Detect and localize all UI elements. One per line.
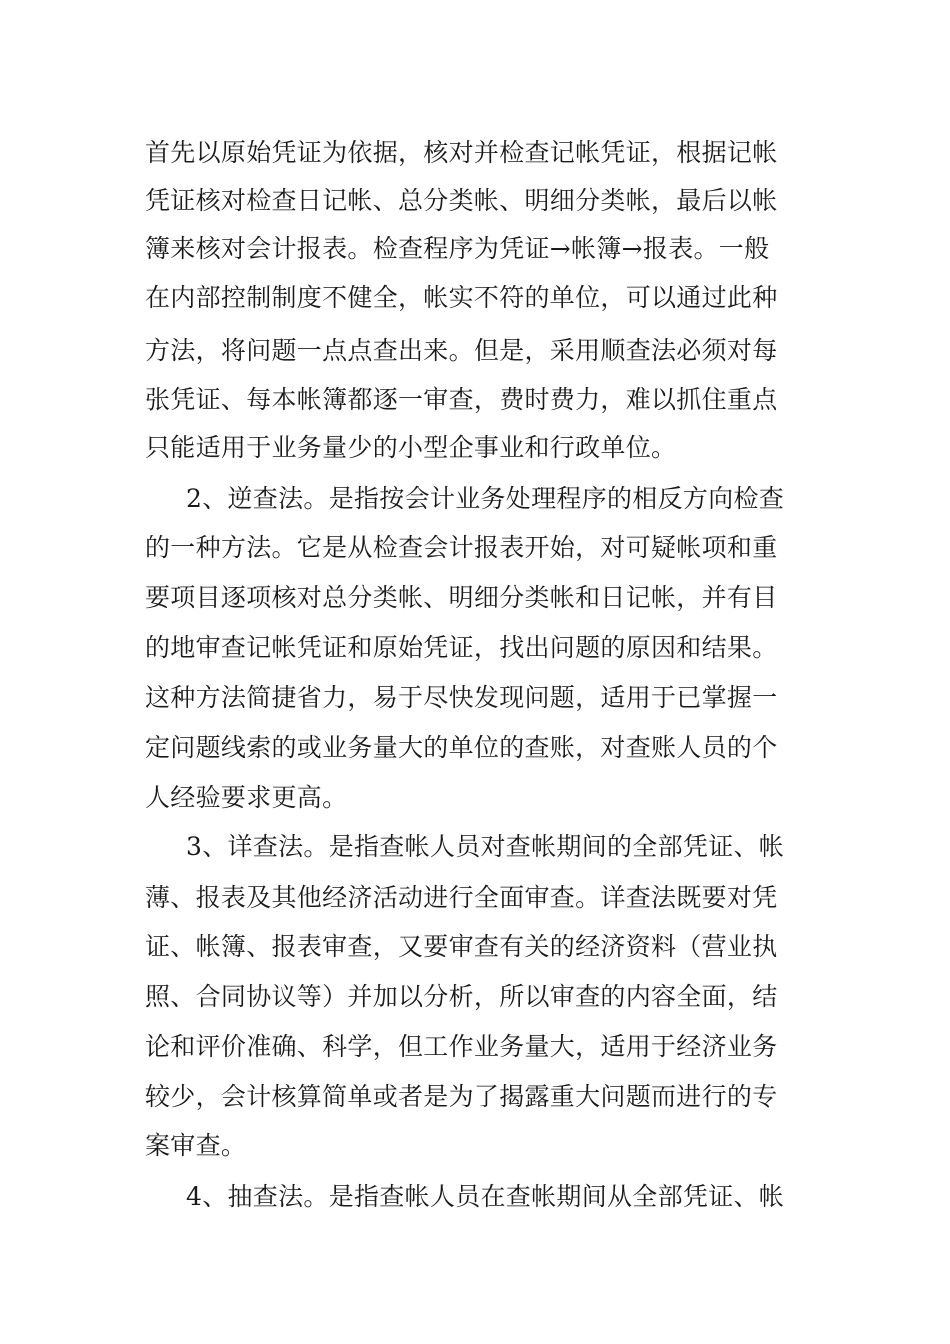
- paragraph-2-line-3: 要项目逐项核对总分类帐、明细分类帐和日记帐，并有目: [145, 583, 778, 612]
- paragraph-3-line-5: 论和评价准确、科学，但工作业务量大，适用于经济业务: [145, 1032, 778, 1061]
- paragraph-1-line-5: 方法，将问题一点点查出来。但是，采用顺查法必须对每: [145, 336, 778, 365]
- paragraph-2-line-6: 定问题线索的或业务量大的单位的查账，对查账人员的个: [145, 733, 778, 762]
- paragraph-1-line-4: 在内部控制制度不健全，帐实不符的单位，可以通过此种: [145, 283, 778, 312]
- paragraph-2-line-7: 人经验要求更高。: [145, 783, 348, 812]
- paragraph-2-line-4: 的地审查记帐凭证和原始凭证，找出问题的原因和结果。: [145, 633, 778, 662]
- paragraph-3-line-7: 案审查。: [145, 1131, 247, 1160]
- paragraph-1-line-2: 凭证核对检查日记帐、总分类帐、明细分类帐，最后以帐: [145, 186, 778, 215]
- paragraph-2-line-5: 这种方法简捷省力，易于尽快发现问题，适用于已掌握一: [145, 683, 778, 712]
- paragraph-3-line-6: 较少，会计核算简单或者是为了揭露重大问题而进行的专: [145, 1082, 778, 1111]
- paragraph-3-line-2: 薄、报表及其他经济活动进行全面审查。详查法既要对凭: [145, 883, 778, 912]
- paragraph-1-line-1: 首先以原始凭证为依据，核对并检查记帐凭证，根据记帐: [145, 138, 778, 167]
- paragraph-2-line-1: 2、逆查法。是指按会计业务处理程序的相反方向检查: [186, 484, 785, 513]
- paragraph-1-line-3: 簿来核对会计报表。检查程序为凭证→帐簿→报表。一般: [145, 234, 770, 263]
- paragraph-3-line-4: 照、合同协议等）并加以分析，所以审查的内容全面，结: [145, 982, 778, 1011]
- paragraph-1-line-7: 只能适用于业务量少的小型企事业和行政单位。: [145, 433, 677, 462]
- paragraph-1-line-6: 张凭证、每本帐簿都逐一审查，费时费力，难以抓住重点: [145, 385, 778, 414]
- paragraph-3-line-3: 证、帐簿、报表审查，又要审查有关的经济资料（营业执: [145, 932, 778, 961]
- paragraph-3-line-1: 3、详查法。是指查帐人员对查帐期间的全部凭证、帐: [186, 832, 785, 861]
- paragraph-4-line-1: 4、抽查法。是指查帐人员在查帐期间从全部凭证、帐: [186, 1182, 785, 1211]
- paragraph-2-line-2: 的一种方法。它是从检查会计报表开始，对可疑帐项和重: [145, 533, 778, 562]
